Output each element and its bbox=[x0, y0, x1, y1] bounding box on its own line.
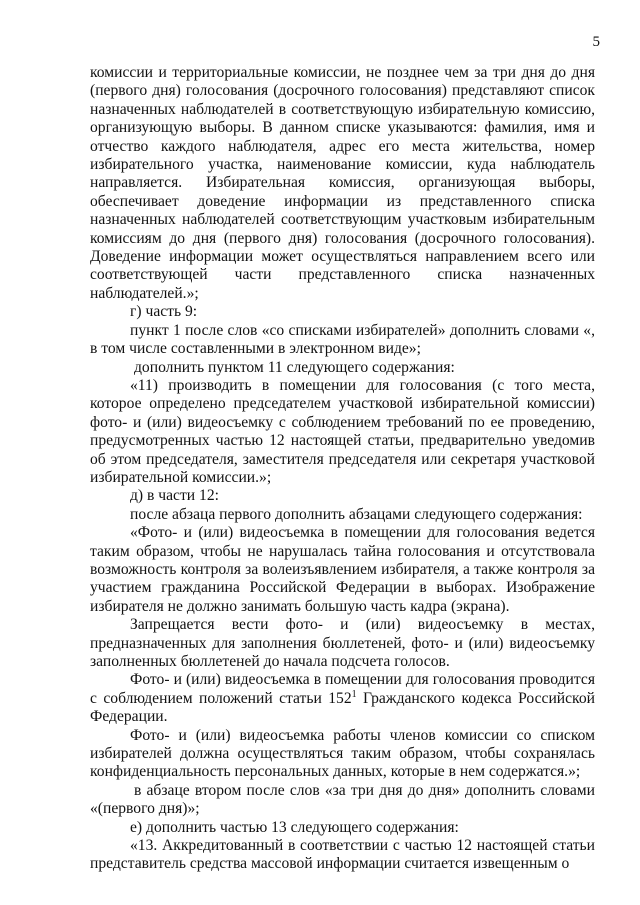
paragraph-5: «11) производить в помещении для голосования (с того места, которое определено председателем участковой избирательной комиссии) фото- и (или) видеосъемку с соблюдением требований по ее проведению, предусмотренных частью 12 настоящей статьи, предварительно уведомив об этом председателя, заместителя председателя или секретаря участковой избирательной комиссии.»; bbox=[90, 376, 595, 486]
paragraph-9: Запрещается вести фото- и (или) видеосъемку в местах, предназначенных для заполнения бюллетеней, фото- и (или) видеосъемку заполненных бюллетеней до начала подсчета голосов. bbox=[90, 616, 595, 670]
article-superscript: 1 bbox=[351, 688, 357, 700]
paragraph-4: дополнить пунктом 11 следующего содержания: bbox=[134, 358, 455, 376]
paragraph-6: д) в части 12: bbox=[130, 487, 219, 505]
document-body bbox=[90, 64, 595, 874]
paragraph-8: «Фото- и (или) видеосъемка в помещении для голосования ведется таким образом, чтобы не нарушалась тайна голосования и отсутствовала возможность контроля за волеизъявлением избирателя, а также контроля за участием гражданина Российской Федерации в выборах. Изображение избирателя не должно занимать большую часть кадра (экрана). bbox=[90, 524, 595, 615]
page-number: 5 bbox=[592, 34, 600, 50]
paragraph-12: в абзаце втором после слов «за три дня до дня» дополнить словами «(первого дня)»; bbox=[90, 781, 595, 818]
paragraph-10-text-a: Фото- и (или) видеосъемка в помещении для голосования проводится с соблюдением положений статьи 152 bbox=[90, 671, 595, 707]
paragraph-13: е) дополнить частью 13 следующего содержания: bbox=[130, 818, 459, 836]
paragraph-2: г) часть 9: bbox=[130, 303, 198, 321]
paragraph-10-text-b: Гражданского кодекса Российской Федерации. bbox=[90, 689, 595, 726]
paragraph-10 bbox=[90, 671, 595, 726]
paragraph-3: пункт 1 после слов «со списками избирателей» дополнить словами «, в том числе составленными в электронном виде»; bbox=[90, 321, 595, 358]
paragraph-11: Фото- и (или) видеосъемка работы членов комиссии со списком избирателей должна осуществляться таким образом, чтобы сохранялась конфиденциальность персональных данных, которые в нем содержатся.»; bbox=[90, 726, 595, 781]
paragraph-14: «13. Аккредитованный в соответствии с частью 12 настоящей статьи представитель средства массовой информации считается извещенным о bbox=[90, 837, 595, 873]
paragraph-7: после абзаца первого дополнить абзацами следующего содержания: bbox=[130, 505, 583, 523]
paragraph-1: комиссии и территориальные комиссии, не позднее чем за три дня до дня (первого дня) голосования (досрочного голосования) представляют список назначенных наблюдателей в соответствующую избирательную комиссию, организующую выборы. В данном списке указываются: фамилия, имя и отчество каждого наблюдателя, адрес его места жительства, номер избирательного участка, наименование комиссии, куда наблюдатель направляется. Избирательная комиссия, организующая выборы, обеспечивает доведение информации из представленного списка назначенных наблюдателей соответствующим участковым избирательным комиссиям до дня (первого дня) голосования (досрочного голосования). Доведение информации может осуществляться направлением всего или соответствующей части представленного списка назначенных наблюдателей.»; bbox=[90, 64, 595, 302]
